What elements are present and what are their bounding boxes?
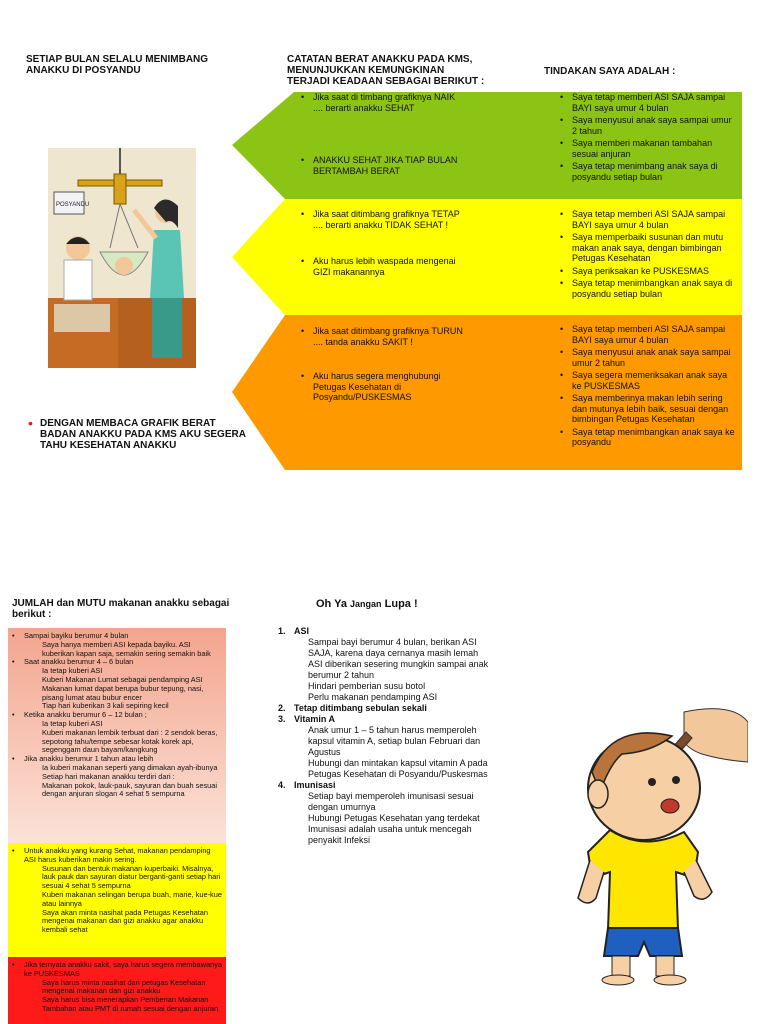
row2-action-item: • Saya tetap memberi ASI SAJA sampai BAYI saya umur 4 bulan: [558, 209, 736, 230]
salmon-nutrition-box: [8, 628, 226, 843]
row2-middle: [287, 209, 467, 279]
middle-header: CATATAN BERAT ANAKKU PADA KMS, MENUNJUKKAN KEMUNGKINAN TERJADI KEADAAN SEBAGAI BERIKUT :: [287, 54, 485, 87]
row3-action-item: • Saya tetap memberi ASI SAJA sampai BAYI saya umur 4 bulan: [558, 324, 736, 345]
nutrition-line: Ia kuberi makanan seperti yang dimakan ayah-ibunya: [42, 762, 218, 772]
row1-middle-item: • ANAKKU SEHAT JIKA TIAP BULAN BERTAMBAH BERAT: [299, 155, 467, 176]
reminder-line: Hubungi Petugas Kesehatan yang terdekat: [308, 813, 480, 823]
nutrition-line: Saya harus bisa menerapkan Pemberian Makanan Tambahan atau PMT di rumah sesuai dengan anjuran: [42, 995, 219, 1013]
reminder-title-c: Lupa !: [384, 598, 418, 610]
row1-actions: [546, 92, 736, 184]
reminder-number: 3.: [278, 714, 286, 724]
nutrition-bullet: • Sampai bayiku berumur 4 bulan: [10, 632, 222, 641]
reminder-item-title: Tetap ditimbang sebulan sekali: [294, 703, 427, 713]
reminder-number: 1.: [278, 626, 286, 636]
reminder-item-asi: [278, 626, 498, 637]
nutrition-line: Makanan lumat dapat berupa bubur tepung, nasi, pisang lumat atau bubur encer: [42, 683, 204, 702]
reminder-line: Hindari pemberian susu botol: [308, 681, 426, 691]
nutrition-title: JUMLAH dan MUTU makanan anakku sebagai berikut :: [12, 598, 230, 620]
reminder-line: Imunisasi adalah usaha untuk mencegah penyakit Infeksi: [308, 824, 472, 845]
child-vitamin-a-illustration: [552, 702, 748, 986]
row2-action-item: • Saya periksakan ke PUSKESMAS: [558, 266, 736, 277]
posyandu-weighing-illustration: [48, 148, 196, 368]
reminder-line: Setiap bayi memperoleh imunisasi sesuai dengan umurnya: [308, 791, 474, 812]
nutrition-bullet: • Ketika anakku berumur 6 – 12 bulan ;: [10, 711, 222, 720]
reminder-title: [316, 598, 418, 610]
right-header: TINDAKAN SAYA ADALAH :: [544, 66, 676, 77]
reminder-item-imunisasi: [278, 780, 498, 791]
nutrition-bullet: • Jika anakku berumur 1 tahun atau lebih: [10, 755, 222, 764]
bottom-note-text: DENGAN MEMBACA GRAFIK BERAT BADAN ANAKKU PADA KMS AKU SEGERA TAHU KESEHATAN ANAKKU: [40, 418, 246, 451]
reminder-list: [278, 626, 498, 846]
reminder-number: 2.: [278, 703, 286, 713]
nutrition-line: Kuberi makanan selingan berupa buah, marie, kue-kue atau lainnya: [42, 889, 222, 908]
reminder-title-a: Oh Ya: [316, 598, 347, 610]
nutrition-line: Saya akan minta nasihat pada Petugas Kesehatan mengenai makanan dan gizi anakku agar anakku kembali sehat: [42, 907, 208, 935]
row1-middle-item: • Jika saat di timbang grafiknya NAIK .... berarti anakku SEHAT: [299, 92, 467, 113]
row2-middle-item: • Aku harus lebih waspada mengenai GIZI makanannya: [299, 256, 467, 277]
row2-middle-item: • Jika saat ditimbang grafiknya TETAP .... berarti anakku TIDAK SEHAT !: [299, 209, 467, 230]
row3-actions: [546, 324, 736, 450]
reminder-item-vitamin-a: [278, 714, 498, 725]
nutrition-line: Susunan dan bentuk makanan kuperbaiki. Misalnya, lauk pauk dan sayuran diatur berganti-ganti setiap hari sesuai 4 sehat 5 sempurna: [42, 863, 221, 891]
nutrition-line: Kuberi Makanan Lumat sebagai pendamping ASI: [42, 674, 203, 684]
row3-action-item: • Saya menyusui anak anak saya sampai umur 2 tahun: [558, 347, 736, 368]
reminder-line: Sampai bayi berumur 4 bulan, berikan ASI SAJA, karena daya cernanya masih lemah: [308, 637, 479, 658]
row2-action-item: • Saya tetap menimbangkan anak saya di posyandu setiap bulan: [558, 278, 736, 299]
posyandu-sign: POSYANDU: [56, 202, 90, 208]
row1-middle: [287, 92, 467, 178]
row1-action-item: • Saya tetap memberi ASI SAJA sampai BAYI saya umur 4 bulan: [558, 92, 736, 113]
reminder-item-title: Vitamin A: [294, 714, 336, 724]
reminder-item-title: Imunisasi: [294, 780, 336, 790]
reminder-number: 4.: [278, 780, 286, 790]
row2-actions: [546, 209, 736, 301]
nutrition-bullet: • Jika ternyata anakku sakit, saya harus segera membawanya ke PUSKESMAS: [10, 961, 222, 979]
bottom-note: [26, 415, 246, 451]
left-header: SETIAP BULAN SELALU MENIMBANG ANAKKU DI POSYANDU: [26, 54, 209, 76]
nutrition-line: Ia tetap kuberi ASI: [42, 666, 103, 676]
reminder-line: Hubungi dan mintakan kapsul vitamin A pada Petugas Kesehatan di Posyandu/Puskesmas: [308, 758, 488, 779]
nutrition-bullet: • Untuk anakku yang kurang Sehat, makanan pendamping ASI harus kuberikan makin sering.: [10, 847, 222, 865]
nutrition-line: Makanan pokok, lauk-pauk, sayuran dan buah sesuai dengan anjuran slogan 4 sehat 5 sempurna: [42, 780, 218, 799]
reminder-title-b: Jangan: [350, 599, 382, 609]
row1-action-item: • Saya memberi makanan tambahan sesuai anjuran: [558, 138, 736, 159]
row3-action-item: • Saya tetap menimbangkan anak saya ke posyandu: [558, 427, 736, 448]
yellow-nutrition-box: [8, 843, 226, 957]
nutrition-line: Ia tetap kuberi ASI: [42, 718, 103, 728]
row1-action-item: • Saya menyusui anak saya sampai umur 2 tahun: [558, 115, 736, 136]
row1-action-item: • Saya tetap menimbang anak saya di posyandu setiap bulan: [558, 161, 736, 182]
reminder-line: ASI diberikan sesering mungkin sampai anak berumur 2 tahun: [308, 659, 489, 680]
nutrition-line: Saya hanya memberi ASI kepada bayiku. ASI kuberikan kapan saja, semakin sering semakin baik: [42, 639, 211, 658]
reminder-item-title: ASI: [294, 626, 310, 636]
row3-middle-item: • Aku harus segera menghubungi Petugas Kesehatan di Posyandu/PUSKESMAS: [299, 371, 467, 403]
red-bullet-icon: •: [28, 415, 33, 431]
row2-action-item: • Saya memperbaiki susunan dan mutu makan anak saya, dengan bimbingan Petugas Kesehatan: [558, 232, 736, 264]
row3-action-item: • Saya memberinya makan lebih sering dan mutunya lebih baik, sesuai dengan bimbingan Petugas Kesehatan: [558, 393, 736, 425]
row3-middle: [287, 326, 467, 405]
nutrition-bullet: • Saat anakku berumur 4 – 6 bulan: [10, 658, 222, 667]
row3-action-item: • Saya segera memeriksakan anak saya ke PUSKESMAS: [558, 370, 736, 391]
reminder-line: Anak umur 1 – 5 tahun harus memperoleh kapsul vitamin A, setiap bulan Februari dan Agustus: [308, 725, 481, 757]
nutrition-line: Saya harus minta nasihat dari petugas Kesehatan mengenai makanan dan gizi anakku: [42, 977, 206, 996]
nutrition-line: Kuberi makanan lembik terbuat dari : 2 sendok beras, sepotong tahu/tempe sebesar kotak korek api, segenggam daun bayam/kangkung: [42, 727, 218, 755]
row3-middle-item: • Jika saat ditimbang grafiknya TURUN .... tanda anakku SAKIT !: [299, 326, 467, 347]
red-nutrition-box: [8, 957, 226, 1024]
reminder-line: Perlu makanan pendamping ASI: [308, 692, 438, 702]
nutrition-line: Tiap hari kuberikan 3 kali sepiring kecil: [42, 701, 169, 711]
nutrition-line: Setiap hari makanan anakku terdiri dari :: [42, 771, 175, 781]
reminder-item-timbang: [278, 703, 498, 714]
